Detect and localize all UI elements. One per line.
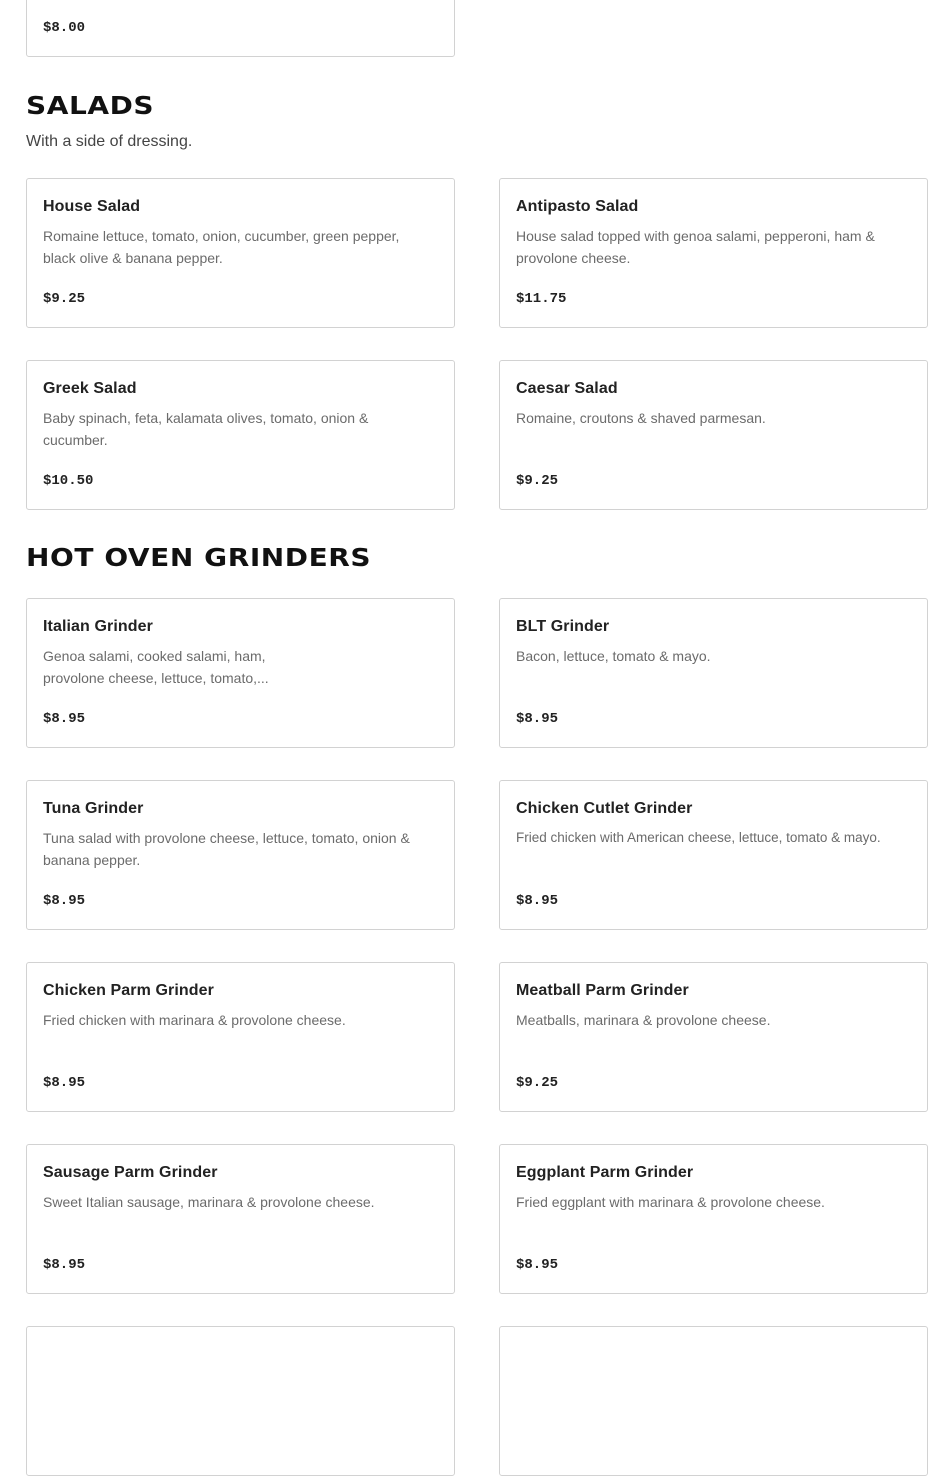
menu-item-card[interactable] — [499, 962, 928, 1112]
menu-item-card[interactable] — [499, 360, 928, 510]
item-description: Meatballs, marinara & provolone cheese. — [516, 1012, 771, 1028]
item-price: $9.25 — [516, 473, 559, 489]
item-price: $8.95 — [516, 1257, 559, 1273]
item-name: Meatball Parm Grinder — [516, 982, 689, 999]
menu-item-card[interactable] — [26, 0, 455, 57]
item-price: $10.50 — [43, 473, 94, 489]
item-price: $8.95 — [43, 711, 86, 727]
item-name: Tuna Grinder — [43, 800, 144, 817]
item-price: $11.75 — [516, 291, 567, 307]
item-description: Genoa salami, cooked salami, ham, provolone cheese, lettuce, tomato,... — [43, 648, 269, 686]
item-price: $8.95 — [516, 711, 559, 727]
item-description: Romaine, croutons & shaved parmesan. — [516, 410, 766, 426]
item-price: $8.95 — [43, 893, 86, 909]
item-price: $9.25 — [43, 291, 86, 307]
menu-item-card[interactable] — [499, 780, 928, 930]
section-subtitle-salads: With a side of dressing. — [26, 133, 193, 150]
item-price: $8.95 — [516, 893, 559, 909]
menu-item-card[interactable] — [499, 598, 928, 748]
section-title-salads: SALADS — [26, 91, 155, 120]
item-description: Fried chicken with marinara & provolone cheese. — [43, 1012, 346, 1028]
item-price: $9.25 — [516, 1075, 559, 1091]
item-description: Romaine lettuce, tomato, onion, cucumber, green pepper, black olive & banana pepper. — [43, 228, 400, 266]
item-name: Sausage Parm Grinder — [43, 1164, 218, 1181]
item-name: Eggplant Parm Grinder — [516, 1164, 694, 1181]
item-name: Antipasto Salad — [516, 198, 639, 215]
item-description: House salad topped with genoa salami, pepperoni, ham & provolone cheese. — [516, 228, 875, 266]
item-name: BLT Grinder — [516, 618, 610, 635]
menu-item-card[interactable] — [499, 1326, 928, 1476]
item-description: Sweet Italian sausage, marinara & provolone cheese. — [43, 1194, 375, 1210]
item-name: Italian Grinder — [43, 618, 153, 635]
menu-item-card[interactable] — [26, 178, 455, 328]
menu-item-card[interactable] — [499, 1144, 928, 1294]
menu-item-card[interactable] — [499, 178, 928, 328]
menu-item-card[interactable] — [26, 1144, 455, 1294]
item-price: $8.00 — [43, 20, 86, 36]
item-name: Caesar Salad — [516, 380, 618, 397]
item-price: $8.95 — [43, 1075, 86, 1091]
item-description: Tuna salad with provolone cheese, lettuce, tomato, onion & banana pepper. — [43, 830, 410, 868]
item-name: Chicken Cutlet Grinder — [516, 800, 693, 817]
menu-item-card[interactable] — [26, 598, 455, 748]
menu-item-card[interactable] — [26, 1326, 455, 1476]
menu-item-card[interactable] — [26, 360, 455, 510]
item-name: Chicken Parm Grinder — [43, 982, 214, 999]
item-description: Fried chicken with American cheese, lettuce, tomato & mayo. — [516, 830, 881, 845]
item-description: Baby spinach, feta, kalamata olives, tomato, onion & cucumber. — [43, 410, 369, 448]
item-price: $8.95 — [43, 1257, 86, 1273]
item-name: Greek Salad — [43, 380, 137, 397]
menu-item-card[interactable] — [26, 780, 455, 930]
item-description: Fried eggplant with marinara & provolone cheese. — [516, 1194, 825, 1210]
item-description: Bacon, lettuce, tomato & mayo. — [516, 648, 711, 664]
menu-item-card[interactable] — [26, 962, 455, 1112]
item-name: House Salad — [43, 198, 141, 215]
section-title-hot-oven-grinders: HOT OVEN GRINDERS — [26, 543, 372, 572]
